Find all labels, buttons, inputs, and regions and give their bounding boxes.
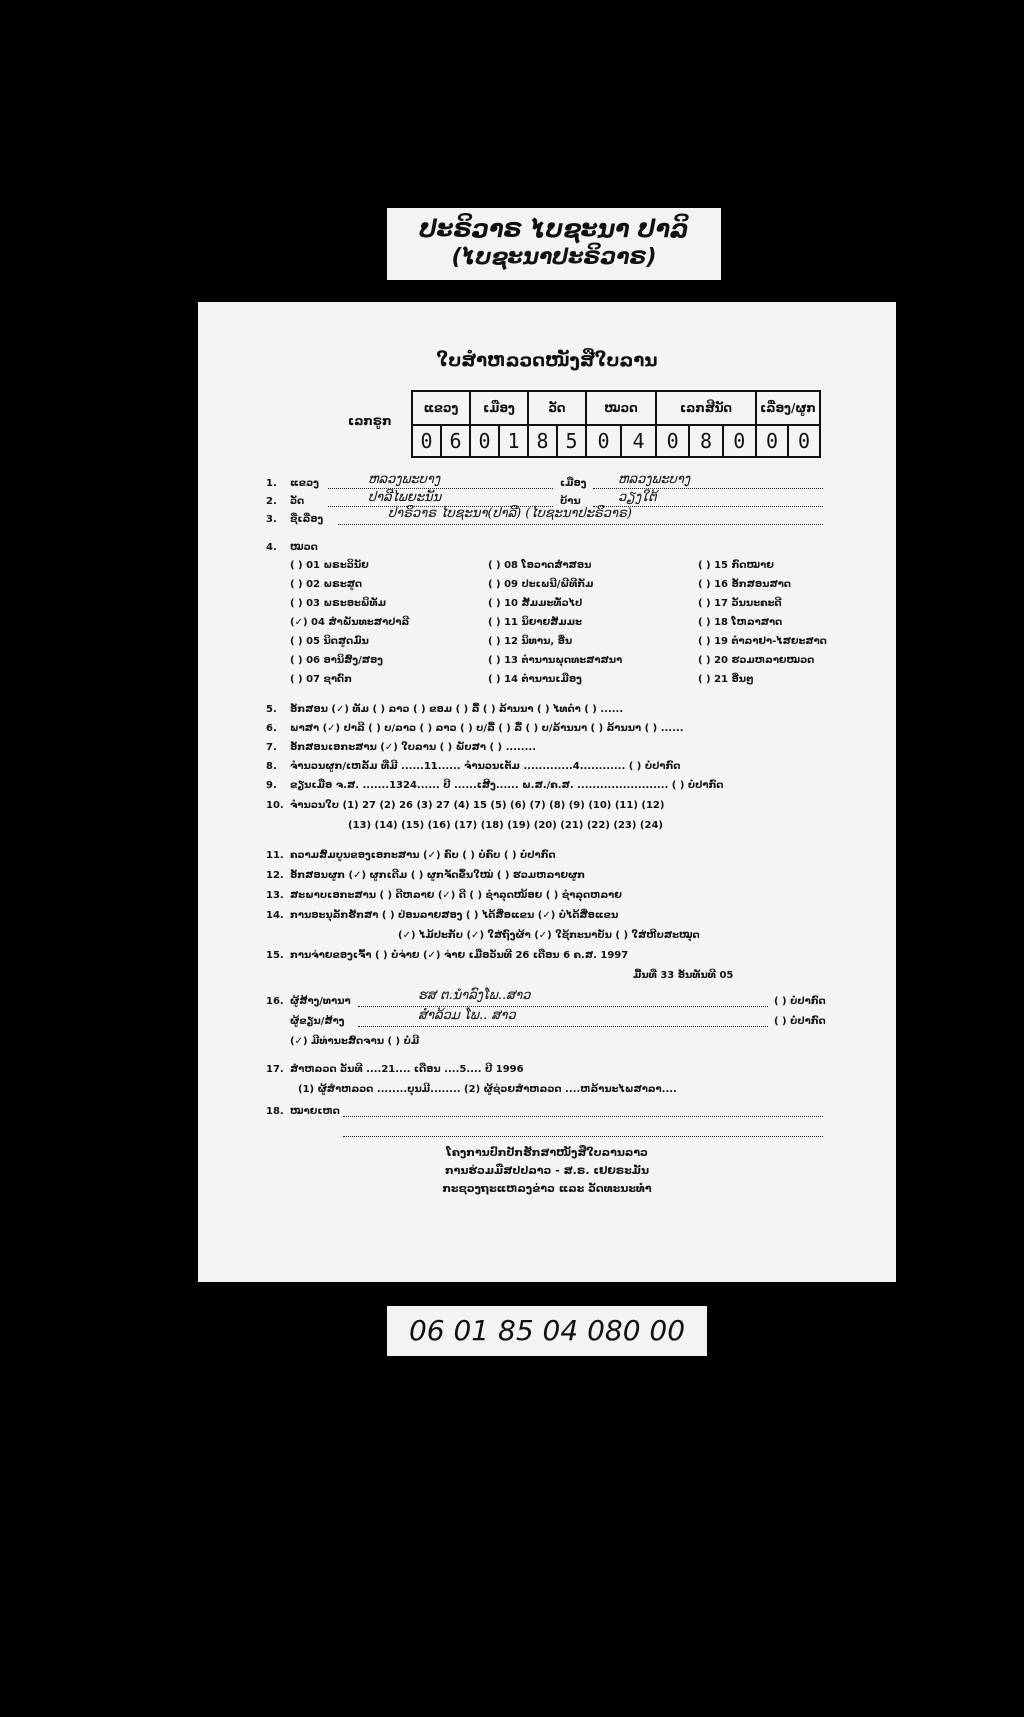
category-option: ( ) 03 ພຣະອະພິທັມ	[290, 598, 387, 609]
code-digit: 8	[528, 425, 557, 457]
field-category-label: ໝວດ	[290, 542, 318, 553]
field-temple-value: ປາລີໄພຍະນັນ	[368, 490, 442, 505]
sponsor-unknown: ( ) ບໍ່ປາກົດ	[774, 996, 826, 1007]
category-option: (✓) 04 ສຳພັນທະສາປາລີ	[290, 617, 410, 628]
line-number: 15.	[266, 950, 284, 961]
line-condition: ສະພາບເອກະສານ ( ) ດີຫລາຍ (✓) ດີ ( ) ຊຳລຸດໜ້ອຍ ( ) ຊຳລຸດຫລາຍ	[290, 890, 622, 901]
line-material: ອັກສອນເອກະສານ (✓) ໃບລານ ( ) ພັບສາ ( ) ........	[290, 742, 536, 753]
field-district-label: ເມືອງ	[560, 478, 587, 489]
code-digit: 0	[586, 425, 621, 457]
line-completeness: ຄວາມສົມບູນຂອງເອກະສານ (✓) ຄົບ ( ) ບໍ່ຄົບ ( ) ບໍ່ປາກົດ	[290, 850, 556, 861]
line-fascicles: ຈຳນວນຜູກ/ເຫລັ້ມ ທີ່ມີ ......11...... ຈຳນວນເຕັມ .............4............ ( ) ບໍ່ປາກົດ	[290, 761, 681, 772]
code-digit: 0	[412, 425, 441, 457]
field-province-value: ຫລວງພະບາງ	[368, 472, 441, 487]
field-temple-label: ວັດ	[290, 496, 305, 507]
line-number: 12.	[266, 870, 284, 881]
bottom-code-label: 06 01 85 04 080 00	[387, 1306, 707, 1356]
code-header-serial: ເລກສີນັດ	[656, 391, 756, 425]
survey-date: ສຳຫລວດ ວັນທີ ....21.... ເດືອນ ....5.... ປີ 1996	[290, 1064, 524, 1075]
code-digit: 0	[656, 425, 689, 457]
footer-line: ການຮ່ວມມືສປປລາວ - ສ.ຣ. ເຢຍຣະມັນ	[444, 1164, 650, 1177]
line-payment-2: ມື້ນທີ່ 33 ອັນທັນທີ 05	[633, 970, 734, 981]
category-option: ( ) 01 ພຣະວິນັຍ	[290, 560, 369, 571]
top-title-line1: ປະຣິວາຣ ໄບຊະນາ ປາລິ	[419, 215, 689, 243]
survey-sheet: ໃບສຳຫລວດໜັງສືໃບລານ ເລກຣູກ ແຂວງ ເມືອງ ວັດ ໝວດ ເລກສີນັດ ເລື່ອງ/ຜູກ 0 6 0 1 8 5 0 4 0 8 0 0 0 1. ແຂວງ ຫລວງພະບາງ ເມືອງ ຫລວງພະບາງ 2. ວັດ ປາລີໄພຍະນັນ ບ້ານ ວຽງໃຕ້ 3. ຊື່ເລື່ອງ ປາຣິວາຣ ໄບຊະນາ(ປາລີ) (ໄບຊະນາປະຣິວາຣ) 4. ໝວດ ( ) 01 ພຣະວິນັຍ ( ) 02 ພຣະສູດ ( ) 03 ພຣະອະພິທັມ (✓) 04 ສຳພັນທະສາປາລີ ( ) 05 ນິດສູດມົນ ( ) 06 ອານິສົງ/ສອງ ( ) 07 ຊາດົກ ( ) 08 ໂອວາດສຳສອນ ( ) 09 ປະເພນີ/ພີທີກັມ ( ) 10 ສັມມະທັ່ວໄປ ( ) 11 ນິຍາຍສັມມະ ( ) 12 ນິທານ, ອື່ນ ( ) 13 ຕຳນານພຸດທະສາສນາ ( ) 14 ຕຳນານເມືອງ ( ) 15 ກົດໝາຍ ( ) 16 ອັກສອນສາດ ( ) 17 ວັນນະຄະດີ ( ) 18 ໂຫລາສາດ ( ) 19 ຕຳລາຢາ-ໄສຍະສາດ ( ) 20 ຮວມຫລາຍໝວດ ( ) 21 ອື່ນໆ 5. ອັກສອນ (✓) ທັມ ( ) ລາວ ( ) ຂອມ ( ) ລື້ ( ) ລ້ານນາ ( ) ໄທດຳ ( ) ...... 6. ພາສາ (✓) ປາລີ ( ) ບ/ລາວ ( ) ລາວ ( ) ບ/ລື້ ( ) ລື້ ( ) ບ/ລ້ານນາ ( ) ລ້ານນາ ( ) ...... 7. ອັກສອນເອກະສານ (✓) ໃບລານ ( ) ພັບສາ ( ) ........ 8. ຈຳນວນຜູກ/ເຫລັ້ມ ທີ່ມີ ......11...... ຈຳນວນເຕັມ .............4............ ( ) ບໍ່ປາກົດ 9. ຂຽນເມື່ອ ຈ.ສ. .......1324...... ປີ ......ເສີງ...... ພ.ສ./ຄ.ສ. ........................ ( ) ບໍ່ປາກົດ 10. ຈຳນວນໃບ (1) 27 (2) 26 (3) 27 (4) 15 (5) (6) (7) (8) (9) (10) (11) (12) (13) (14) (15) (16) (17) (18) (19) (20) (21) (22) (23) (24) 11. ຄວາມສົມບູນຂອງເອກະສານ (✓) ຄົບ ( ) ບໍ່ຄົບ ( ) ບໍ່ປາກົດ 12. ອັກສອນຜູກ (✓) ຜູກເດີມ ( ) ຜູກຈັດຂຶ້ນໃໝ່ ( ) ຮວມຫລາຍຜູກ 13. ສະພາບເອກະສານ ( ) ດີຫລາຍ (✓) ດີ ( ) ຊຳລຸດໜ້ອຍ ( ) ຊຳລຸດຫລາຍ 14. ການອະນຸລັກຮັກສາ ( ) ປ່ອນລາຍສອງ ( ) ໄດ້ສື່ອແຂນ (✓) ບໍ່ໄດ້ສື່ອແຂນ (✓) ໄມ້ປະກັບ (✓) ໃສ່ຖົງຜ້າ (✓) ໃຊ້ກະນາບັນ ( ) ໃສ່ຫີບສະໝຸດ 15. ການຈ່າຍຂອງເຈົ້າ ( ) ບໍ່ຈ່າຍ (✓) ຈ່າຍ ເມື່ອວັນທີ 26 ເດືອນ 6 ຄ.ສ. 1997 ມື້ນທີ່ 33 ອັນທັນທີ 05 16. ຜູ້ສ້າງ/ທານາ ຮສ ຕ.ນຳລົງໂພ..ສາວ ( ) ບໍ່ປາກົດ ຜູ້ຂຽນ/ສ້າງ ສຳລ້ວມ ໂພ.. ສາວ ( ) ບໍ່ປາກົດ (✓) ມີທ່ານະສົດຈານ ( ) ບໍ່ມີ 17. ສຳຫລວດ ວັນທີ ....21.... ເດືອນ ....5.... ປີ 1996 (1) ຜູ້ສຳຫລວດ ........ບຸນມີ........ (2) ຜູ້ຊ່ວຍສຳຫລວດ ....ຫລ້ານະໄພສາລາ.... 18. ໝາຍເຫດ ໂຄງການປົກປັກຮັກສາໜັງສືໃບລານລາວ ການຮ່ວມມືສປປລາວ - ສ.ຣ. ເຢຍຣະມັນ ກະຊວງຖະແຫລງຂ່າວ ແລະ ວັດທະນະທຳ	[198, 302, 896, 1282]
category-option: ( ) 14 ຕຳນານເມືອງ	[488, 674, 582, 685]
line-number: 16.	[266, 996, 284, 1007]
category-option: ( ) 12 ນິທານ, ອື່ນ	[488, 636, 573, 647]
line-number: 14.	[266, 910, 284, 921]
line-conservation: ການອະນຸລັກຮັກສາ ( ) ປ່ອນລາຍສອງ ( ) ໄດ້ສື່ອແຂນ (✓) ບໍ່ໄດ້ສື່ອແຂນ	[290, 910, 619, 921]
line-number: 11.	[266, 850, 284, 861]
sheet-title: ໃບສຳຫລວດໜັງສືໃບລານ	[436, 350, 658, 371]
category-option: ( ) 18 ໂຫລາສາດ	[698, 617, 783, 628]
top-title-label	[387, 208, 721, 280]
code-header-district: ເມືອງ	[470, 391, 528, 425]
code-digit: 0	[756, 425, 788, 457]
line-leaves: ຈຳນວນໃບ (1) 27 (2) 26 (3) 27 (4) 15 (5) (6) (7) (8) (9) (10) (11) (12)	[290, 800, 665, 811]
code-digit: 4	[621, 425, 656, 457]
scribe-unknown: ( ) ບໍ່ປາກົດ	[774, 1016, 826, 1027]
surveyors: (1) ຜູ້ສຳຫລວດ ........ບຸນມີ........ (2) ຜູ້ຊ່ວຍສຳຫລວດ ....ຫລ້ານະໄພສາລາ....	[298, 1084, 677, 1095]
category-option: ( ) 09 ປະເພນີ/ພີທີກັມ	[488, 579, 594, 590]
field-story-value: ປາຣິວາຣ ໄບຊະນາ(ປາລີ) (ໄບຊະນາປະຣິວາຣ)	[388, 506, 632, 521]
line-fascicle-type: ອັກສອນຜູກ (✓) ຜູກເດີມ ( ) ຜູກຈັດຂຶ້ນໃໝ່ ( ) ຮວມຫລາຍຜູກ	[290, 870, 586, 881]
line-number: 18.	[266, 1106, 284, 1117]
code-digit: 0	[470, 425, 499, 457]
line-payment: ການຈ່າຍຂອງເຈົ້າ ( ) ບໍ່ຈ່າຍ (✓) ຈ່າຍ ເມື່ອວັນທີ 26 ເດືອນ 6 ຄ.ສ. 1997	[290, 950, 629, 961]
code-header-temple: ວັດ	[528, 391, 586, 425]
code-table	[411, 390, 821, 458]
footer-line: ໂຄງການປົກປັກຮັກສາໜັງສືໃບລານລາວ	[446, 1146, 648, 1159]
category-option: ( ) 02 ພຣະສູດ	[290, 579, 363, 590]
category-option: ( ) 21 ອື່ນໆ	[698, 674, 754, 685]
line-number: 10.	[266, 800, 284, 811]
line-number: 7.	[266, 742, 277, 753]
code-digit: 0	[723, 425, 756, 457]
category-option: ( ) 19 ຕຳລາຢາ-ໄສຍະສາດ	[698, 636, 827, 647]
sponsor-value: ຮສ ຕ.ນຳລົງໂພ..ສາວ	[418, 988, 531, 1003]
category-option: ( ) 15 ກົດໝາຍ	[698, 560, 774, 571]
scribe-label: ຜູ້ຂຽນ/ສ້າງ	[290, 1016, 345, 1027]
field-province-label: ແຂວງ	[290, 478, 319, 489]
line-number: 5.	[266, 704, 277, 715]
code-digit: 1	[499, 425, 528, 457]
category-option: ( ) 07 ຊາດົກ	[290, 674, 352, 685]
dedication-options: (✓) ມີທ່ານະສົດຈານ ( ) ບໍ່ມີ	[290, 1036, 420, 1047]
category-option: ( ) 20 ຮວມຫລາຍໝວດ	[698, 655, 815, 666]
line-number: 13.	[266, 890, 284, 901]
line-language: ພາສາ (✓) ປາລີ ( ) ບ/ລາວ ( ) ລາວ ( ) ບ/ລື້ ( ) ລື້ ( ) ບ/ລ້ານນາ ( ) ລ້ານນາ ( ) ......	[290, 723, 684, 734]
code-header-category: ໝວດ	[586, 391, 656, 425]
line-number: 9.	[266, 780, 277, 791]
code-digit: 5	[557, 425, 586, 457]
category-option: ( ) 06 ອານິສົງ/ສອງ	[290, 655, 383, 666]
category-option: ( ) 05 ນິດສູດມົນ	[290, 636, 369, 647]
line-leaves-2: (13) (14) (15) (16) (17) (18) (19) (20) (21) (22) (23) (24)	[348, 820, 663, 831]
line-number: 6.	[266, 723, 277, 734]
line-script: ອັກສອນ (✓) ທັມ ( ) ລາວ ( ) ຂອມ ( ) ລື້ ( ) ລ້ານນາ ( ) ໄທດຳ ( ) ......	[290, 704, 624, 715]
field-village-value: ວຽງໃຕ້	[618, 490, 657, 505]
top-title-line2: (ໄບຊະນາປະຣິວາຣ)	[451, 245, 657, 270]
project-footer	[198, 1144, 896, 1198]
field-story-label: ຊື່ເລື່ອງ	[290, 514, 324, 525]
field-village-label: ບ້ານ	[560, 496, 581, 507]
category-option: ( ) 17 ວັນນະຄະດີ	[698, 598, 782, 609]
line-date: ຂຽນເມື່ອ ຈ.ສ. .......1324...... ປີ ......ເສີງ...... ພ.ສ./ຄ.ສ. ........................ ( ) ບໍ່ປາກົດ	[290, 780, 724, 791]
line-number: 8.	[266, 761, 277, 772]
line-conservation-2: (✓) ໄມ້ປະກັບ (✓) ໃສ່ຖົງຜ້າ (✓) ໃຊ້ກະນາບັນ ( ) ໃສ່ຫີບສະໝຸດ	[398, 930, 700, 941]
remarks-label: ໝາຍເຫດ	[290, 1106, 340, 1117]
category-option: ( ) 11 ນິຍາຍສັມມະ	[488, 617, 582, 628]
footer-line: ກະຊວງຖະແຫລງຂ່າວ ແລະ ວັດທະນະທຳ	[442, 1182, 652, 1195]
category-option: ( ) 08 ໂອວາດສຳສອນ	[488, 560, 592, 571]
code-label: ເລກຣູກ	[348, 414, 392, 428]
line-number: 17.	[266, 1064, 284, 1075]
code-digit: 6	[441, 425, 470, 457]
scribe-value: ສຳລ້ວມ ໂພ.. ສາວ	[418, 1008, 516, 1023]
category-option: ( ) 13 ຕຳນານພຸດທະສາສນາ	[488, 655, 623, 666]
code-header-province: ແຂວງ	[412, 391, 470, 425]
sponsor-label: ຜູ້ສ້າງ/ທານາ	[290, 996, 351, 1007]
code-digit: 8	[689, 425, 722, 457]
category-option: ( ) 10 ສັມມະທັ່ວໄປ	[488, 598, 583, 609]
field-district-value: ຫລວງພະບາງ	[618, 472, 691, 487]
code-header-story: ເລື່ອງ/ຜູກ	[756, 391, 820, 425]
category-option: ( ) 16 ອັກສອນສາດ	[698, 579, 791, 590]
code-digit: 0	[788, 425, 820, 457]
